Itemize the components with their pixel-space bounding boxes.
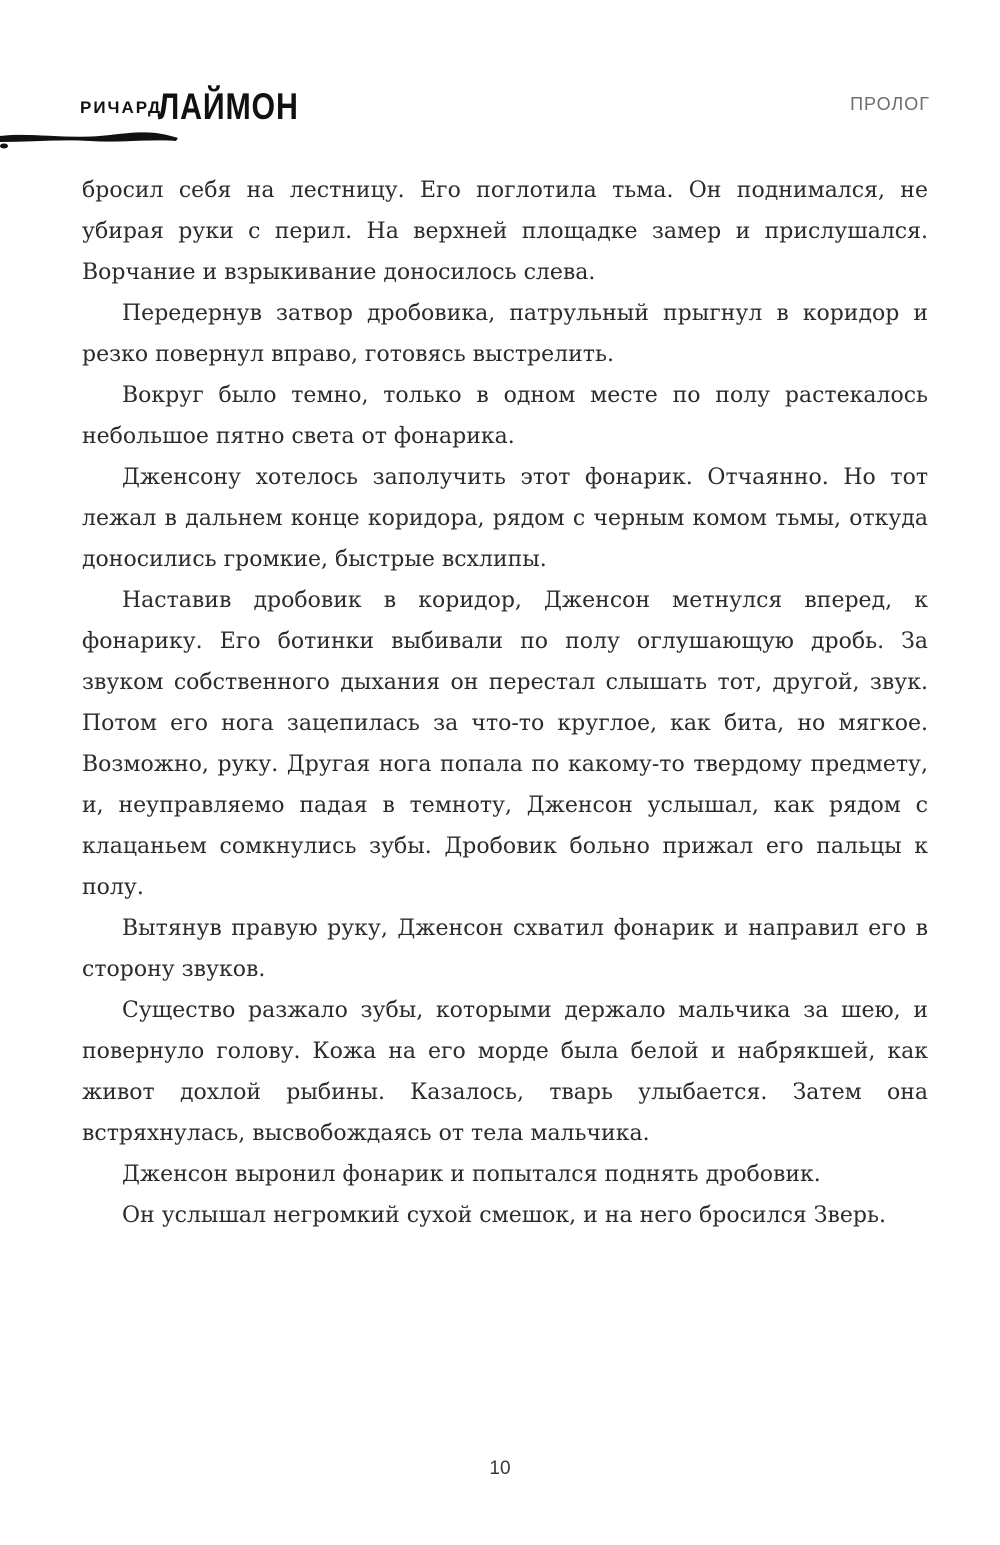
body-text — [82, 170, 928, 1236]
paragraph: Наставив дробовик в коридор, Дженсон метнулся вперед, к фонарику. Его ботинки выбивали по полу оглушающую дробь. За звуком собственного дыхания он перестал слышать тот, другой, звук. Потом его нога зацепилась за что-то круглое, как бита, но мягкое. Возможно, руку. Другая нога попала по какому-то твердому предмету, и, неуправляемо падая в темноту, Дженсон услышал, как рядом с клацаньем сомкнулись зубы. Дробовик больно прижал его пальцы к полу. — [82, 588, 928, 900]
paragraph: Дженсону хотелось заполучить этот фонарик. Отчаянно. Но тот лежал в дальнем конце коридора, рядом с черным комом тьмы, откуда доносились громкие, быстрые всхлипы. — [82, 465, 928, 572]
brush-stroke-decoration — [0, 130, 180, 150]
paragraph: Дженсон выронил фонарик и попытался поднять дробовик. — [122, 1162, 821, 1187]
paragraph: Вытянув правую руку, Дженсон схватил фонарик и направил его в сторону звуков. — [82, 916, 928, 982]
running-header — [0, 88, 1000, 148]
page-number: 10 — [489, 1458, 511, 1479]
paragraph: Передернув затвор дробовика, патрульный прыгнул в коридор и резко повернул вправо, готовясь выстрелить. — [82, 301, 928, 367]
paragraph: Он услышал негромкий сухой смешок, и на него бросился Зверь. — [122, 1203, 886, 1228]
author-first-name: РИЧАРД — [80, 98, 163, 117]
paragraph: бросил себя на лестницу. Его поглотила тьма. Он поднимался, не убирая руки с перил. На верхней площадке замер и прислушался. Ворчание и взрыкивание доносилось слева. — [82, 178, 928, 285]
section-title: ПРОЛОГ — [850, 94, 930, 114]
author-last-name: ЛАЙМОН — [158, 86, 299, 127]
paragraph: Вокруг было темно, только в одном месте по полу растекалось небольшое пятно света от фонарика. — [82, 383, 928, 449]
paragraph: Существо разжало зубы, которыми держало мальчика за шею, и повернуло голову. Кожа на его морде была белой и набрякшей, как живот дохлой рыбины. Казалось, тварь улыбается. Затем она встряхнулась, высвобождаясь от тела мальчика. — [82, 998, 928, 1146]
